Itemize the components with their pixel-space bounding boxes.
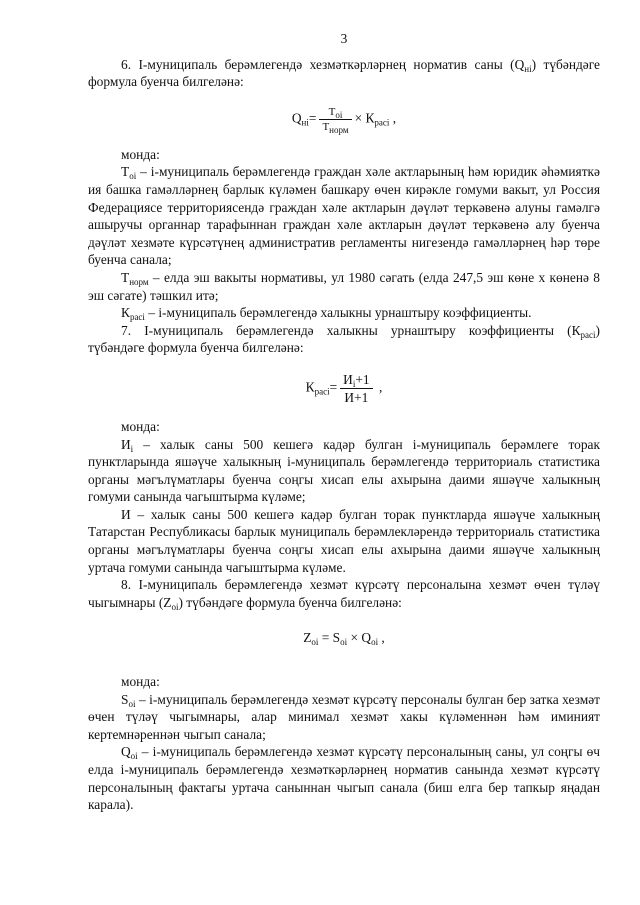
monda-label-3: монда: [121, 674, 160, 690]
formula-q-numerator [319, 105, 351, 120]
page-number: 3 [340, 31, 348, 46]
paragraph-8-sub: oi [171, 601, 179, 612]
formula-z [88, 629, 600, 647]
formula-q-eq: = [308, 110, 317, 126]
formula-z-lhs: Z [303, 630, 312, 646]
formula-q-tail: , [389, 110, 397, 126]
definition-tnorm [88, 269, 600, 304]
formula-k-numerator [340, 371, 372, 389]
paragraph-7-text-end: ) түбәндәге формула буенча билгеләнә: [88, 322, 600, 356]
definition-qoi [88, 743, 600, 813]
definition-toi-text: – i-муниципаль берәмлегендә граждан хәле актларының һәм юридик әһәмияткә ия башка гамәлләрнең барлык күләмен башкару өчен кирәкле гомуми вакыт, ул Россия Федерациясе территориясендә граждан хәле актларын дәүләт теркәвенә алуны гамәлгә ашыручы органнар тарафыннан граждан хәле актларын дәүләт теркәвенә алу буенча дәүләт хезмәте күрсәтүнең административ регламенты нигезендә гамәлләрнең һәр төре буенча санала; [88, 164, 600, 268]
formula-q-lhs: Q [291, 110, 302, 126]
definition-krasi [88, 304, 600, 322]
formula-q [88, 105, 600, 134]
paragraph-6-text: 6. I-муниципаль берәмлегендә хезмәткәрләрнең норматив саны (Q [121, 56, 525, 72]
formula-z-s: S [332, 630, 341, 646]
formula-q-den-sym: T [322, 120, 330, 133]
definition-toi-symbol: T [121, 164, 130, 180]
definition-qoi-text: – i-муниципаль берәмлегендә хезмәт күрсәтү персоналының саны, ул соңгы өч елда i-муниципаль берәмлегендә хезмәткәрләрнең норматив санында хезмәт күрсәтү персоналының фактагы уртача саныннан чыгып санала (биш елга бер тапкыр яңадан карала). [88, 744, 600, 813]
definition-toi [88, 163, 600, 269]
formula-z-lhs-sub: oi [311, 637, 319, 648]
paragraph-7-sub: расi [580, 329, 596, 340]
formula-q-times-k: × К [354, 110, 375, 126]
formula-k-num-tail: +1 [355, 371, 370, 387]
paragraph-6-sub: нi [524, 63, 532, 74]
formula-q-lhs-sub: нi [301, 117, 309, 128]
paragraph-6 [88, 56, 600, 91]
definition-ii-symbol: И [121, 436, 131, 452]
definition-tnorm-text: – елда эш вакыты нормативы, ул 1980 сәгать (елда 247,5 эш көне x көненә 8 эш сәгате) тәшкил итә; [88, 269, 600, 303]
definition-ii-sub: i [130, 443, 134, 454]
formula-z-eq: = [318, 630, 333, 646]
definition-qoi-symbol: Q [121, 744, 131, 760]
paragraph-7-text: 7. I-муниципаль берәмлегендә халыкны урнаштыру коэффициенты (К [121, 322, 581, 338]
formula-q-num-sym: T [328, 105, 336, 118]
formula-k-fraction [340, 371, 372, 406]
paragraph-6-text-end: ) түбәндәге формула буенча билгеләнә: [88, 56, 600, 90]
formula-k-lhs: К [305, 379, 315, 395]
definition-krasi-sub: расi [129, 312, 145, 323]
formula-z-tail: , [378, 630, 385, 646]
formula-krasi [88, 371, 600, 406]
definition-soi [88, 691, 600, 744]
paragraph-8 [88, 576, 600, 611]
formula-k-num-sub: i [352, 378, 356, 389]
definition-tnorm-symbol: T [121, 269, 130, 285]
monda-label-2: монда: [121, 418, 160, 434]
formula-z-times: × [347, 630, 362, 646]
definition-toi-sub: oi [129, 171, 137, 182]
formula-k-denominator: И+1 [344, 389, 369, 405]
paragraph-8-text-end: ) түбәндәге формула буенча билгеләнә: [178, 594, 402, 610]
document-page [88, 30, 600, 814]
formula-z-s-sub: oi [340, 637, 348, 648]
formula-q-den-sub: норм [329, 124, 349, 135]
definition-soi-text: – i-муниципаль берәмлегендә хезмәт күрсәтү персоналы булган бер затка хезмәт өчен түләү чыгымнары, алар минимал хезмәт хакы күләменнән һәм иминият кертемнәреннән чыгып санала; [88, 691, 600, 742]
formula-k-num-sym: И [343, 371, 353, 387]
definition-krasi-text: – i-муниципаль берәмлегендә халыкны урнаштыру коэффициенты. [144, 305, 532, 321]
paragraph-7 [88, 322, 600, 357]
formula-k-tail: , [375, 379, 383, 395]
definition-ii-text: – халык саны 500 кешегә кадәр булган i-муниципаль берәмлеге торак пунктларында яшәүче халыкның i-муниципаль берәмлегендә территориаль статистика органы мәгълүматлары буенча соңгы хисап елы ахырына даими яшәүче халыкның гомуми санында чагыштырма күләме; [88, 436, 600, 505]
definition-qoi-sub: oi [130, 751, 138, 762]
definition-krasi-symbol: К [121, 305, 130, 321]
formula-q-fraction [319, 105, 351, 134]
formula-q-num-sub: oi [335, 109, 343, 120]
formula-z-q: Q [361, 630, 372, 646]
definition-soi-sub: oi [128, 698, 136, 709]
formula-k-lhs-sub: расi [314, 386, 330, 397]
definition-soi-symbol: S [121, 691, 129, 707]
definition-ii [88, 436, 600, 506]
formula-q-denominator [319, 120, 351, 134]
formula-z-q-sub: oi [371, 637, 379, 648]
definition-tnorm-sub: норм [129, 276, 149, 287]
paragraph-8-text: 8. I-муниципаль берәмлегендә хезмәт күрсәтү персоналына хезмәт өчен түләү чыгымнары (Z [88, 577, 600, 610]
formula-k-eq: = [329, 379, 338, 395]
definition-i: И – халык саны 500 кешегә кадәр булган торак пунктларда яшәүче халыкның Татарстан Республикасы барлык муниципаль берәмлекләрендә территориаль статистика органы мәгълүматлары буенча соңгы хисап елы ахырына даими яшәүче халыкның уртача гомуми санында чагыштырма күләме. [88, 506, 600, 575]
monda-label-1: монда: [121, 146, 160, 162]
formula-q-k-sub: расi [374, 117, 390, 128]
